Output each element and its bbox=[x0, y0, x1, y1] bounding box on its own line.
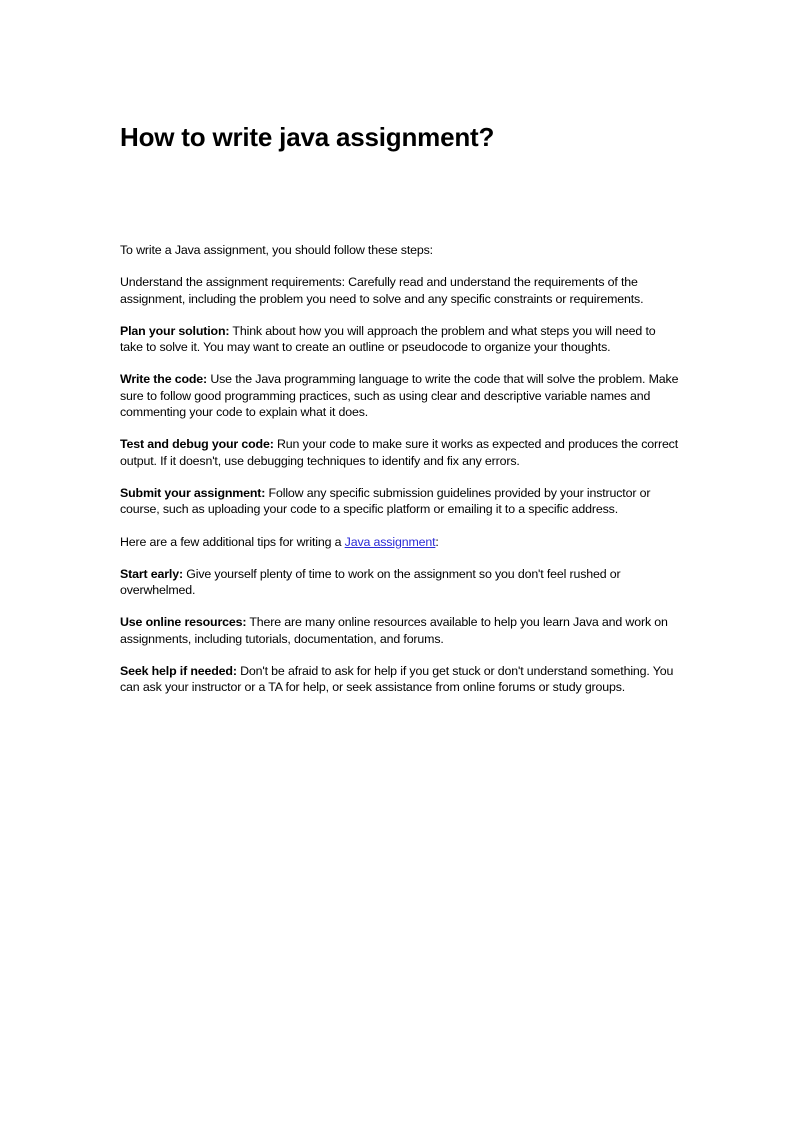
step-submit-paragraph bbox=[120, 485, 680, 518]
tips-intro-text: Here are a few additional tips for writing a bbox=[120, 534, 345, 549]
step-label: Submit your assignment: bbox=[120, 485, 266, 500]
tip-text: Don't be afraid to ask for help if you get stuck or don't understand something. You can ask your instructor or a TA for help, or seek assistance from online forums or study groups. bbox=[120, 664, 674, 695]
tip-seek-help-paragraph bbox=[120, 663, 680, 696]
document-body bbox=[120, 242, 680, 712]
intro-paragraph: To write a Java assignment, you should follow these steps: bbox=[120, 243, 433, 257]
step-text: Follow any specific submission guidelines provided by your instructor or course, such as uploading your code to a specific platform or emailing it to a specific address. bbox=[120, 485, 651, 517]
step-label: Plan your solution: bbox=[120, 323, 230, 338]
tip-label: Start early: bbox=[120, 566, 183, 581]
step-text: Use the Java programming language to write the code that will solve the problem. Make sure to follow good programming practices, such as using clear and descriptive variable names and commenting your code to explain what it does. bbox=[120, 372, 679, 420]
step-text: Run your code to make sure it works as expected and produces the correct output. If it doesn't, use debugging techniques to identify and fix any errors. bbox=[120, 437, 679, 468]
tip-start-early-paragraph bbox=[120, 566, 680, 599]
step-plan-paragraph bbox=[120, 323, 680, 356]
step-label: Write the code: bbox=[120, 372, 208, 387]
tip-label: Seek help if needed: bbox=[120, 664, 237, 679]
step-test-paragraph bbox=[120, 436, 680, 469]
page-title: How to write java assignment? bbox=[120, 122, 495, 152]
java-assignment-link[interactable]: Java assignment bbox=[344, 534, 436, 549]
tip-online-resources-paragraph bbox=[120, 614, 680, 647]
tips-intro-colon: : bbox=[435, 534, 439, 549]
requirements-paragraph: Understand the assignment requirements: Carefully read and understand the requirements of the assignment, including the problem you need to solve and any specific constraints or requirements. bbox=[120, 275, 644, 306]
step-label: Test and debug your code: bbox=[120, 437, 274, 452]
step-write-paragraph bbox=[120, 371, 680, 420]
tip-label: Use online resources: bbox=[120, 615, 247, 630]
tips-intro-paragraph bbox=[120, 534, 680, 550]
step-text: Think about how you will approach the problem and what steps you will need to take to solve it. You may want to create an outline or pseudocode to organize your thoughts. bbox=[120, 323, 656, 355]
tip-text: Give yourself plenty of time to work on the assignment so you don't feel rushed or overwhelmed. bbox=[120, 566, 621, 598]
tip-text: There are many online resources available to help you learn Java and work on assignments, including tutorials, documentation, and forums. bbox=[120, 615, 668, 646]
